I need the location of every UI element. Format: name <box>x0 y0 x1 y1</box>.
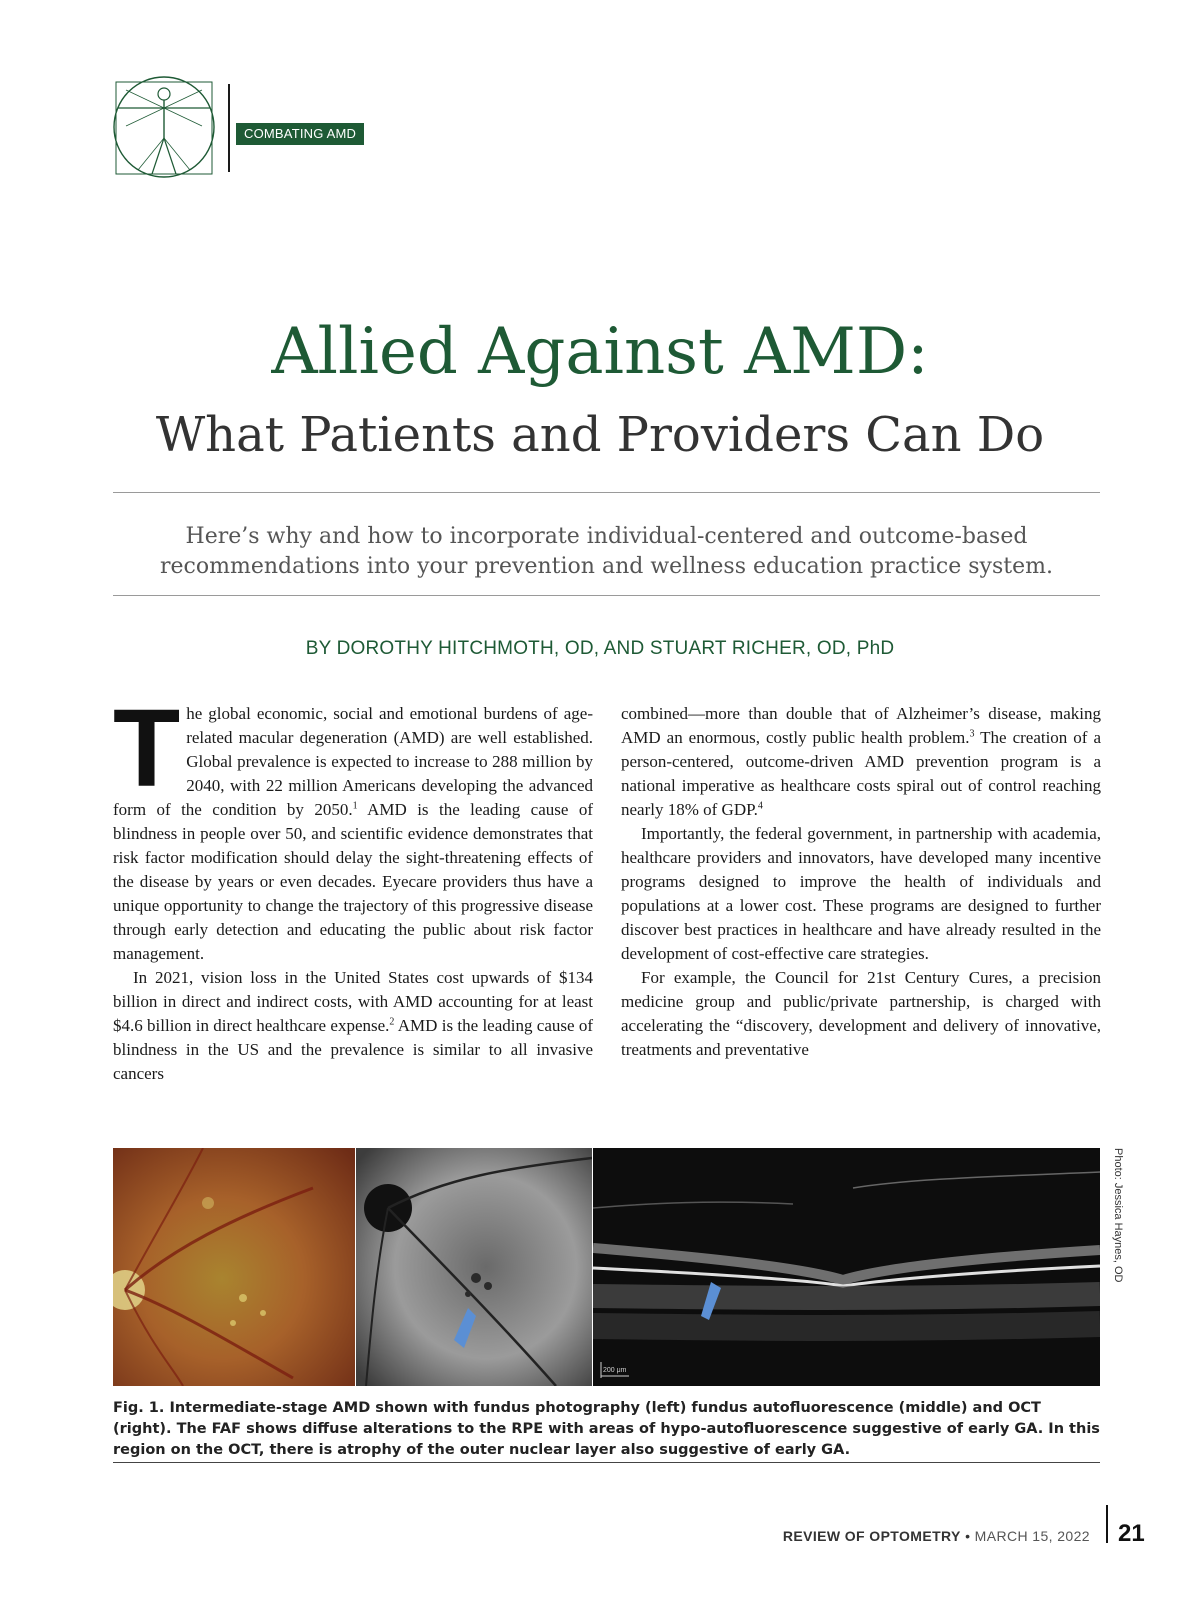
reference-marker: 3 <box>969 728 975 740</box>
deck-bottom-rule <box>113 595 1100 596</box>
page-number: 21 <box>1118 1520 1145 1547</box>
reference-marker: 2 <box>389 1016 395 1028</box>
body-text: In 2021, vision loss in the United States cost upwards of $134 billion in direct and indirect costs, with AMD accounting for at least $4.6 billion in direct healthcare expense. <box>113 968 593 1035</box>
body-text: AMD is the leading cause of blindness in the US and the prevalence is similar to all invasive cancers <box>113 1016 593 1083</box>
section-tag: COMBATING AMD <box>236 123 364 145</box>
body-paragraph <box>113 687 593 966</box>
body-paragraph <box>113 966 593 1086</box>
autofluorescence-panel <box>356 1148 592 1386</box>
byline: BY DOROTHY HITCHMOTH, OD, AND STUART RICHER, OD, PhD <box>305 638 895 659</box>
body-text: AMD is the leading cause of blindness in people over 50, and scientific evidence demonstrates that risk factor modification should delay the sight-threatening effects of the disease by years or even decades. Eyecare providers thus have a unique opportunity to change the trajectory of this progressive disease through early detection and educating the public about risk factor management. <box>113 800 593 963</box>
body-paragraph <box>621 702 1101 822</box>
issue-date: MARCH 15, 2022 <box>974 1528 1090 1544</box>
header-divider <box>228 84 230 172</box>
footer-divider <box>1106 1505 1108 1543</box>
footer-separator: • <box>960 1528 975 1544</box>
figure-caption: Fig. 1. Intermediate-stage AMD shown with fundus photography (left) fundus autofluorescence (middle) and OCT (right). The FAF shows diffuse alterations to the RPE with areas of hypo-autofluorescence suggestive of early GA. In this region on the OCT, there is atrophy of the outer nuclear layer also suggestive of early GA. <box>113 1400 1100 1458</box>
reference-marker: 4 <box>757 800 763 812</box>
oct-panel <box>593 1148 1100 1386</box>
figure-panels <box>113 1148 1100 1386</box>
body-paragraph: Importantly, the federal government, in partnership with academia, healthcare providers and innovators, have developed many incentive programs designed to improve the health of individuals and populations at a lower cost. These programs are designed to further discover best practices in healthcare and have already resulted in the development of cost-effective care strategies. <box>621 824 1101 963</box>
vitruvian-logo <box>108 72 220 182</box>
page-footer <box>783 1523 1090 1549</box>
body-text: The creation of a person-centered, outcome-driven AMD prevention program is a national imperative as healthcare costs spiral out of control reaching nearly 18% of GDP. <box>621 728 1101 819</box>
body-paragraph: For example, the Council for 21st Century Cures, a precision medicine group and public/private partnership, is charged with accelerating the “discovery, development and delivery of innovative, treatments and preventative <box>621 968 1101 1059</box>
reference-marker: 1 <box>352 800 358 812</box>
caption-rule <box>113 1462 1100 1463</box>
body-text: he global economic, social and emotional burdens of age-related macular degeneration (AMD) are well established. Global prevalence is expected to increase to 288 million by 2040, with 22 million Americans developing the advanced form of the condition by 2050. <box>113 704 593 819</box>
photo-credit: Photo: Jessica Haynes, OD <box>1112 1148 1124 1283</box>
body-text: combined—more than double that of Alzheimer’s disease, making AMD an enormous, costly public health problem. <box>621 704 1101 747</box>
deck-top-rule <box>113 492 1100 493</box>
body-column-right <box>621 702 1101 1062</box>
drop-cap: T <box>113 687 181 810</box>
fundus-photo-panel <box>113 1148 355 1386</box>
article-title: Allied Against AMD: <box>271 315 929 389</box>
body-column-left <box>113 687 593 1086</box>
publication-name: REVIEW OF OPTOMETRY <box>782 1528 961 1544</box>
article-subtitle: What Patients and Providers Can Do <box>155 407 1045 463</box>
scale-bar-label: 200 μm <box>603 1367 627 1374</box>
article-deck: Here’s why and how to incorporate individual-centered and outcome-based recommendations into your prevention and wellness education practice system. <box>160 524 1053 579</box>
